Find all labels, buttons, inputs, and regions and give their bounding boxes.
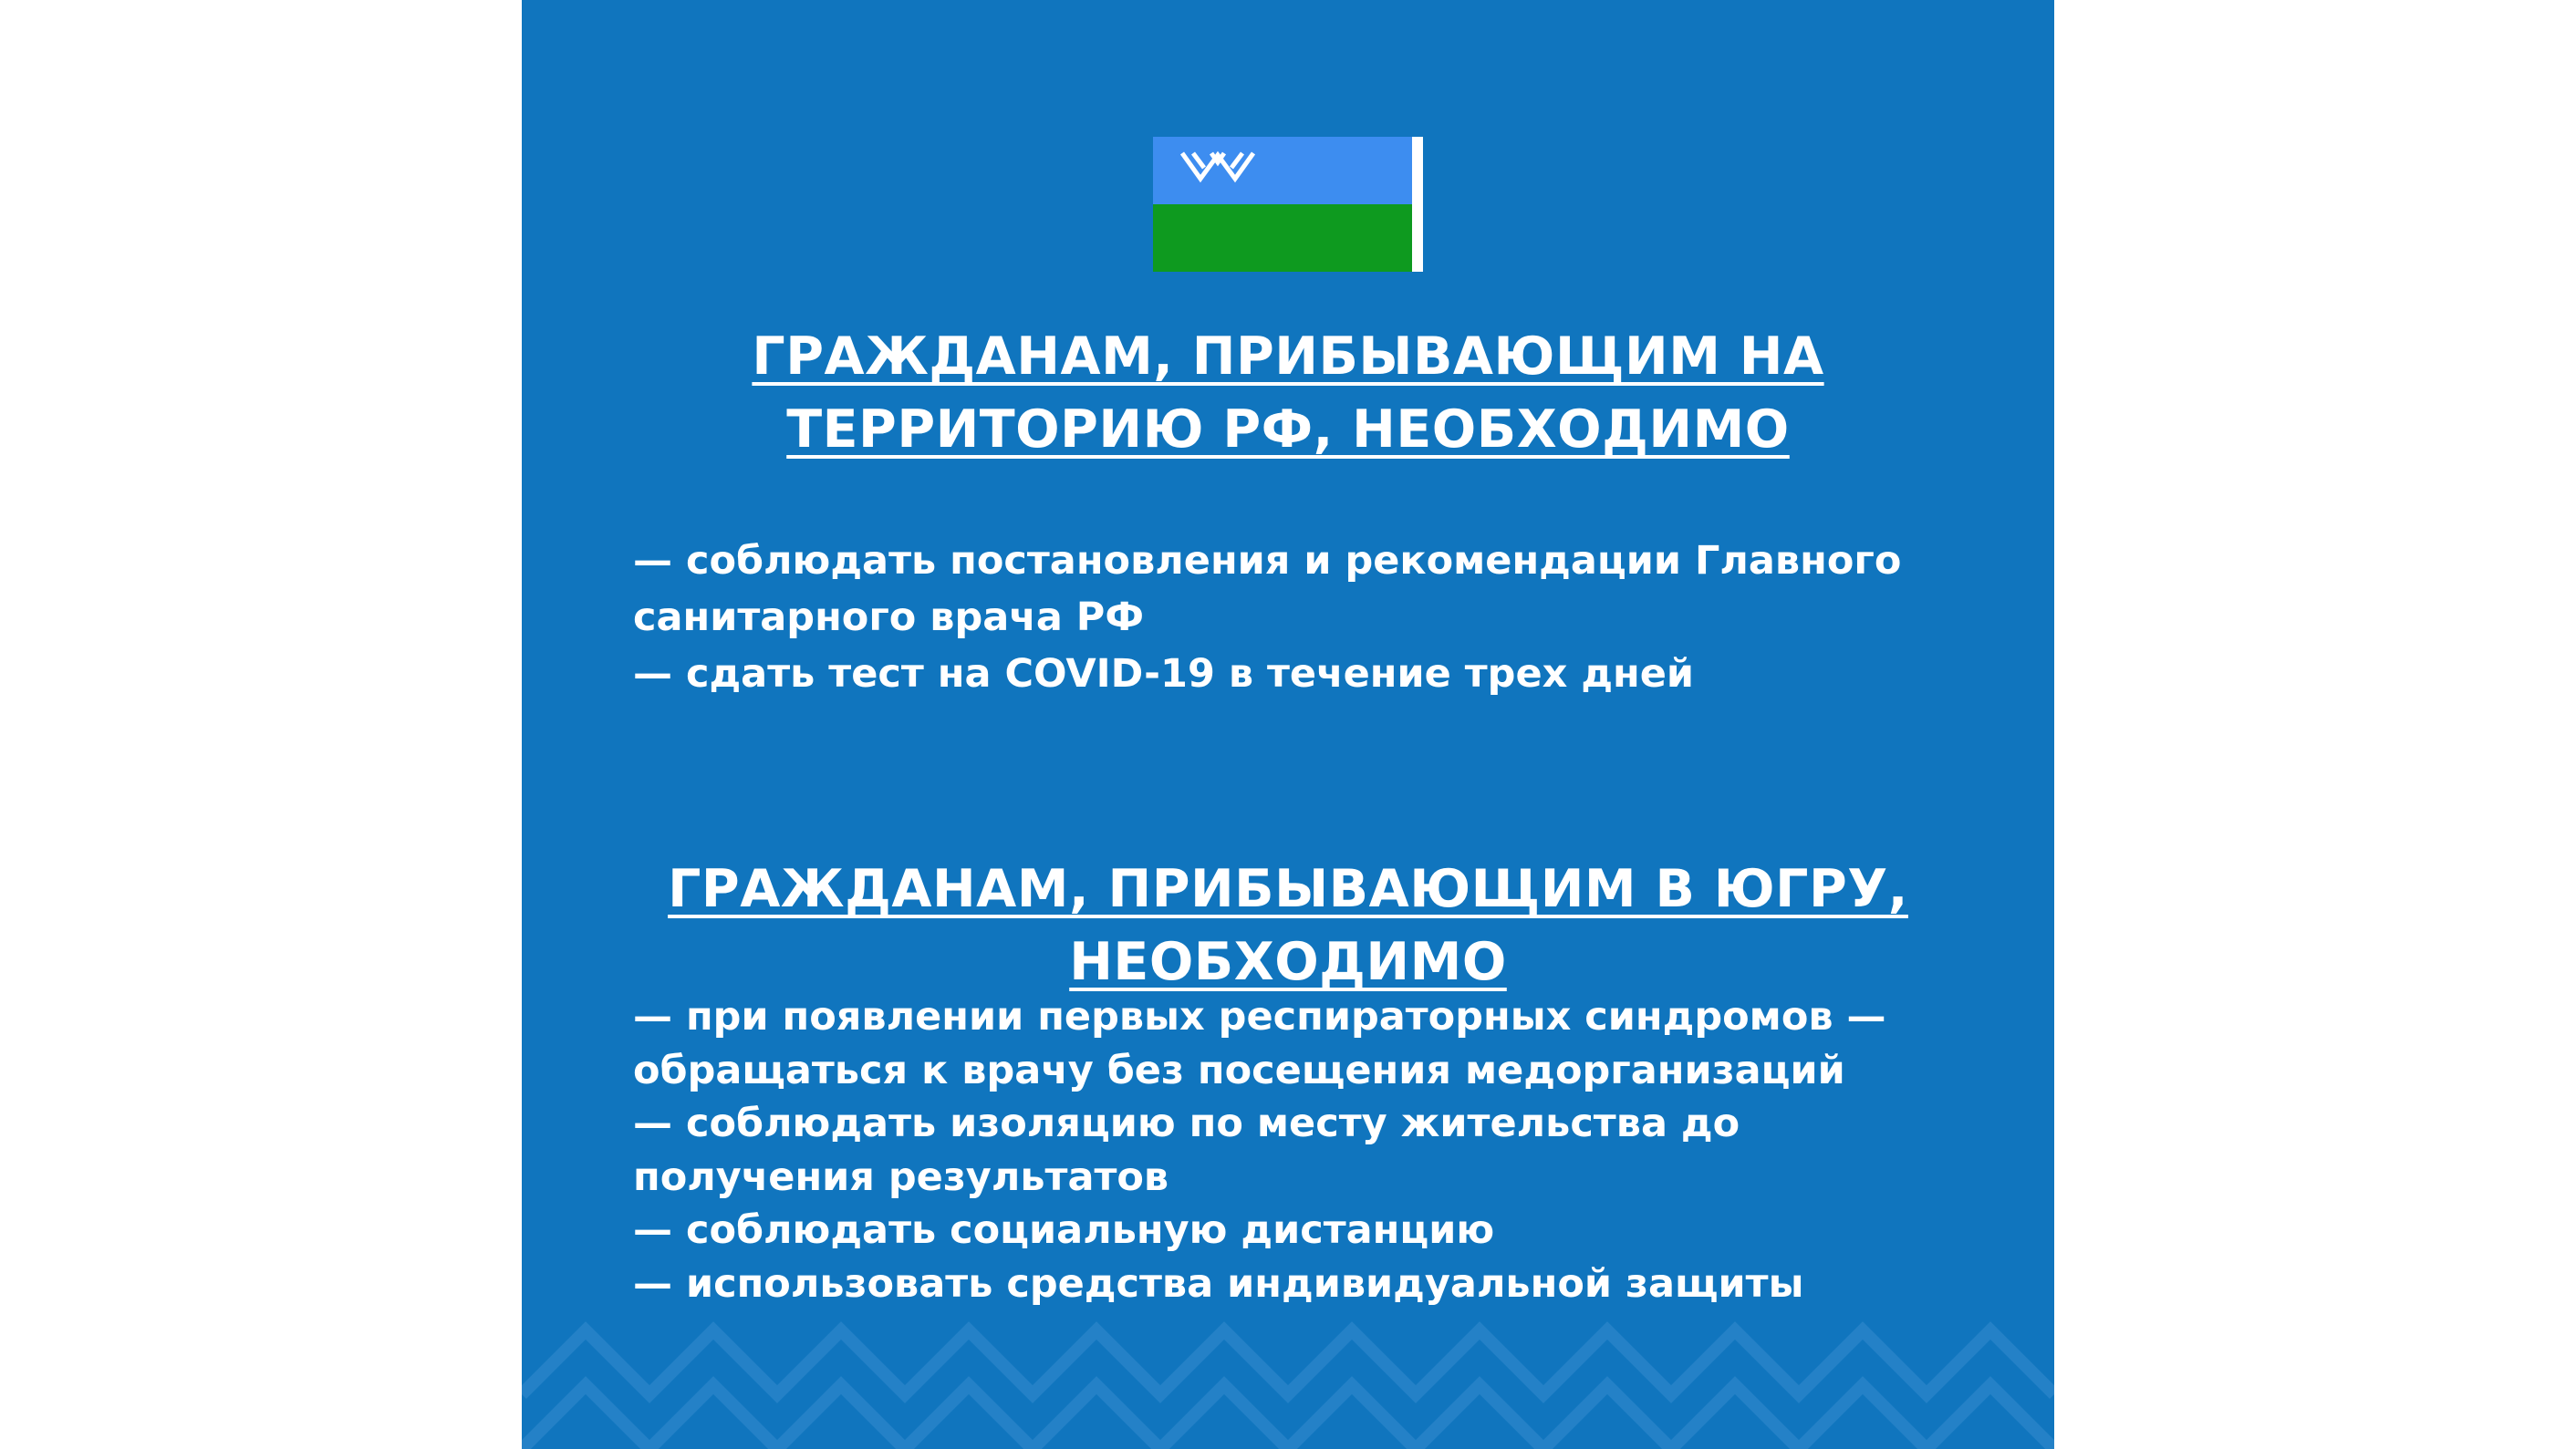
section1-body bbox=[633, 533, 1965, 702]
section2-line: обращаться к врачу без посещения медорганизаций bbox=[633, 1047, 1845, 1093]
flag-white-band bbox=[1412, 137, 1423, 272]
section2-line: — использовать средства индивидуальной защиты bbox=[633, 1260, 1804, 1307]
section2-title-line: НЕОБХОДИМО bbox=[1069, 932, 1507, 992]
section2-body bbox=[633, 990, 1965, 1310]
section1-line: — соблюдать постановления и рекомендации Главного bbox=[633, 538, 1902, 584]
section1-title-line: ТЕРРИТОРИЮ РФ, НЕОБХОДИМО bbox=[786, 399, 1790, 460]
section2-line: — соблюдать изоляцию по месту жительства до bbox=[633, 1101, 1740, 1146]
section1-line: — сдать тест на COVID-19 в течение трех дней bbox=[633, 651, 1695, 697]
section2-line: — при появлении первых респираторных синдромов — bbox=[633, 994, 1886, 1040]
ugra-emblem-icon bbox=[1180, 148, 1255, 184]
section2-title bbox=[522, 853, 2054, 999]
flag-green-stripe bbox=[1153, 204, 1412, 272]
section1-line: санитарного врача РФ bbox=[633, 595, 1144, 640]
info-card bbox=[522, 0, 2054, 1449]
section2-title-line: ГРАЖДАНАМ, ПРИБЫВАЮЩИМ В ЮГРУ, bbox=[668, 859, 1908, 919]
section1-title-line: ГРАЖДАНАМ, ПРИБЫВАЮЩИМ НА bbox=[752, 326, 1824, 387]
section1-title bbox=[522, 320, 2054, 466]
section2-line: — соблюдать социальную дистанцию bbox=[633, 1207, 1495, 1253]
khmao-flag bbox=[1153, 137, 1423, 272]
section2-line: получения результатов bbox=[633, 1154, 1169, 1200]
